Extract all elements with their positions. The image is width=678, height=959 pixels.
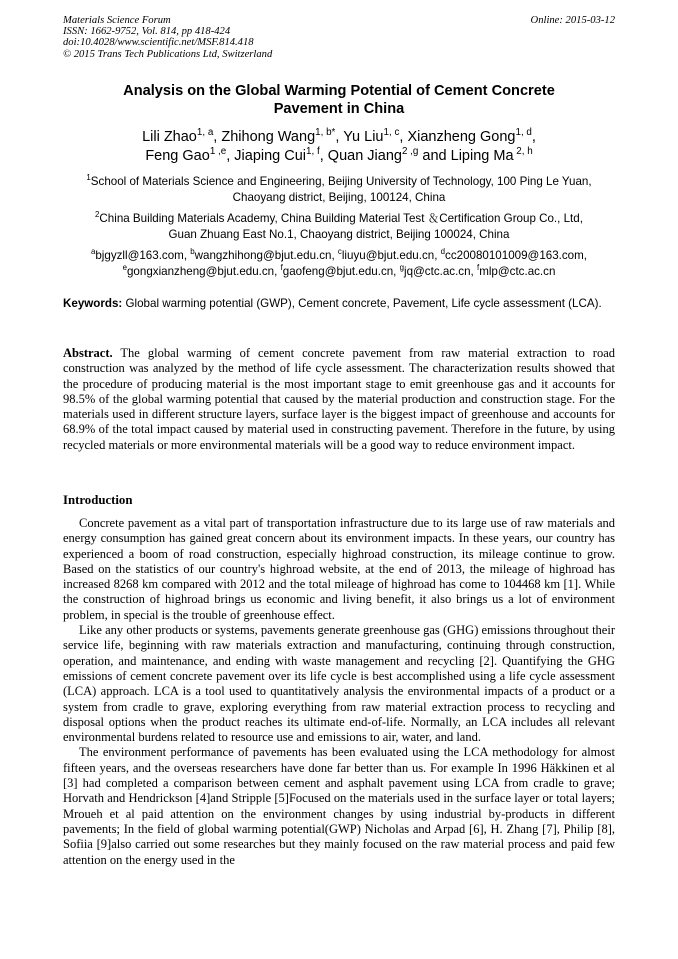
affiliation-text: School of Materials Science and Engineering, Beijing University of Technology, 100 Ping Le Yuan,	[90, 175, 592, 188]
author-sep: and	[418, 148, 451, 164]
author-name: Jiaping Cui	[234, 148, 307, 164]
journal-header	[63, 15, 615, 60]
issn-line: ISSN: 1662-9752, Vol. 814, pp 418-424	[63, 26, 231, 38]
email: mlp@ctc.ac.cn	[479, 264, 556, 278]
email: jq@ctc.ac.cn,	[404, 264, 477, 278]
author-sep: ,	[399, 129, 408, 145]
email-sup: a	[90, 247, 96, 257]
email-sup: c	[337, 247, 342, 257]
abstract-label: Abstract.	[63, 346, 113, 360]
paragraph: Concrete pavement as a vital part of transportation infrastructure due to its large use of raw materials and energy consumption has gained great concern about its environment impacts. In these years, our country has experienced a boom of road construction, especially highroad construction, its mileage continue to grow. Based on the statistics of our country's highroad website, at the end of 2013, the mileage of highroad has increased 8268 km compared with 2012 and the total mileage of highroad has come to 104468 km [1]. While the construction of highroad brings us economic and living benefit, it also brings us a lot of environment problem, in special is the trouble of greenhouse effect.	[63, 516, 615, 622]
email: wangzhihong@bjut.edu.cn,	[194, 249, 338, 262]
title-line-2: Pavement in China	[273, 101, 405, 117]
email-sup: g	[399, 262, 405, 272]
section-heading: Introduction	[63, 493, 133, 507]
author-name: Feng Gao	[145, 148, 210, 164]
author-sep: ,	[213, 129, 222, 145]
email-line-1	[63, 248, 615, 264]
paper-title	[63, 82, 615, 118]
affiliation-2-line-2: Guan Zhuang East No.1, Chaoyang district, Beijing 100024, China	[168, 227, 510, 241]
affiliation-1-line-1	[63, 174, 615, 190]
author-sep: ,	[335, 129, 344, 145]
affiliation-sup: 2	[95, 210, 100, 220]
author-name: Zhihong Wang	[221, 129, 316, 145]
author-sup: 1, c	[383, 127, 400, 139]
author-sup: 2, h	[513, 146, 533, 158]
affiliation-2	[63, 211, 615, 242]
affiliation-sup: 1	[86, 173, 91, 183]
email-sup: e	[122, 262, 127, 272]
affiliation-1	[63, 174, 615, 205]
paragraph: Like any other products or systems, pavements generate greenhouse gas (GHG) emissions throughout their service life, beginning with raw materials extraction and manufacturing, continuing through construction, operation, and maintenance, and ending with waste management and recycling [2]. Quantifying the GHG emissions of cement concrete pavement over its life cycle is best accomplished using a life cycle assessment (LCA) approach. LCA is a tool used to quantitatively analysis the environmental impacts of a product or a system from cradle to grave, exploring everything from raw material extraction process to recycling and disposal options when the product reaches its ultimate end-of-life. Normally, an LCA includes all relevant environmental burdens related to resource use and emissions to air, water, and land.	[63, 623, 615, 745]
keywords	[63, 296, 615, 312]
affiliation-text: China Building Materials Academy, China Building Material Test ＆Certification Group Co., Ltd,	[99, 212, 583, 225]
author-sup: 1, a	[196, 127, 214, 139]
author-sup: 1 ,e	[209, 146, 227, 158]
author-name: Yu Liu	[343, 129, 384, 145]
keywords-text: Global warming potential (GWP), Cement concrete, Pavement, Life cycle assessment (LCA).	[122, 297, 602, 310]
paragraph: The environment performance of pavements has been evaluated using the LCA methodology for almost fifteen years, and the overseas researchers have done far better than us. For example In 1996 Häkkinen et al [3] had completed a comparison between cement and asphalt pavement using LCA from cradle to grave; Horvath and Hendrickson [4]and Stripple [5]Focused on the materials used in the surface layer or total layers; Mroueh et al paid attention on the environment changes by using industrial by-products in different pavements; In the field of global warming potential(GWP) Nicholas and Arpad [6], H. Zhang [7], Philip [8], Sofiia [9]also carried out some researches but they mainly focused on the raw material process and paid few attention on the energy used in the	[63, 745, 615, 867]
email-sup: f	[280, 262, 283, 272]
author-sup: 2 ,g	[401, 146, 419, 158]
author-name: Liping Ma	[450, 148, 514, 164]
author-name: Lili Zhao	[142, 129, 197, 145]
author-name: Xianzheng Gong	[407, 129, 516, 145]
email-sup: d	[440, 247, 446, 257]
affiliation-1-line-2: Chaoyang district, Beijing, 100124, China	[232, 190, 446, 204]
author-line-1	[63, 128, 615, 147]
email: cc20080101009@163.com,	[445, 249, 588, 262]
author-sup: 1, f	[306, 146, 320, 158]
email-line-2	[63, 264, 615, 280]
email: bjgyzll@163.com,	[95, 249, 191, 262]
doi-line: doi:10.4028/www.scientific.net/MSF.814.418	[63, 37, 254, 49]
introduction-body	[63, 516, 615, 868]
author-line-2	[63, 147, 615, 166]
journal-name: Materials Science Forum	[63, 15, 171, 26]
email-list	[63, 248, 615, 279]
author-sep: ,	[226, 148, 235, 164]
affiliation-2-line-1	[63, 211, 615, 227]
abstract	[63, 346, 615, 453]
keywords-label: Keywords:	[63, 297, 123, 310]
email-sup: b	[190, 247, 195, 257]
abstract-text: The global warming of cement concrete pavement from raw material extraction to road construction was analyzed by the method of life cycle assessment. The characterization results showed that the procedure of producing material is the most important stage to emit greenhouse gas and it accounts for 98.5% of the global warming potential that caused by the material production and construction stage. For the materials used in different structure layers, surface layer is the biggest impact of greenhouse and accounts for 68.9% of the total impact caused by material used in constructing pavement. Therefore in the future, by using recycled materials or more environmental materials will be a good way to reduce environment impact.	[63, 346, 615, 452]
author-sep: ,	[531, 129, 536, 145]
author-sup: 1, d	[515, 127, 532, 139]
email: liuyu@bjut.edu.cn,	[341, 249, 441, 262]
author-name: Quan Jiang	[327, 148, 402, 164]
title-line-1: Analysis on the Global Warming Potential of Cement Concrete	[123, 83, 555, 99]
author-list	[63, 128, 615, 166]
email: gaofeng@bjut.edu.cn,	[282, 264, 400, 278]
email-sup: f	[477, 262, 480, 272]
author-sup: 1, b*	[315, 127, 336, 139]
email: gongxianzheng@bjut.edu.cn,	[126, 264, 281, 278]
author-sep: ,	[319, 148, 328, 164]
copyright-line: © 2015 Trans Tech Publications Ltd, Switzerland	[63, 48, 273, 60]
online-date: Online: 2015-03-12	[530, 15, 615, 26]
